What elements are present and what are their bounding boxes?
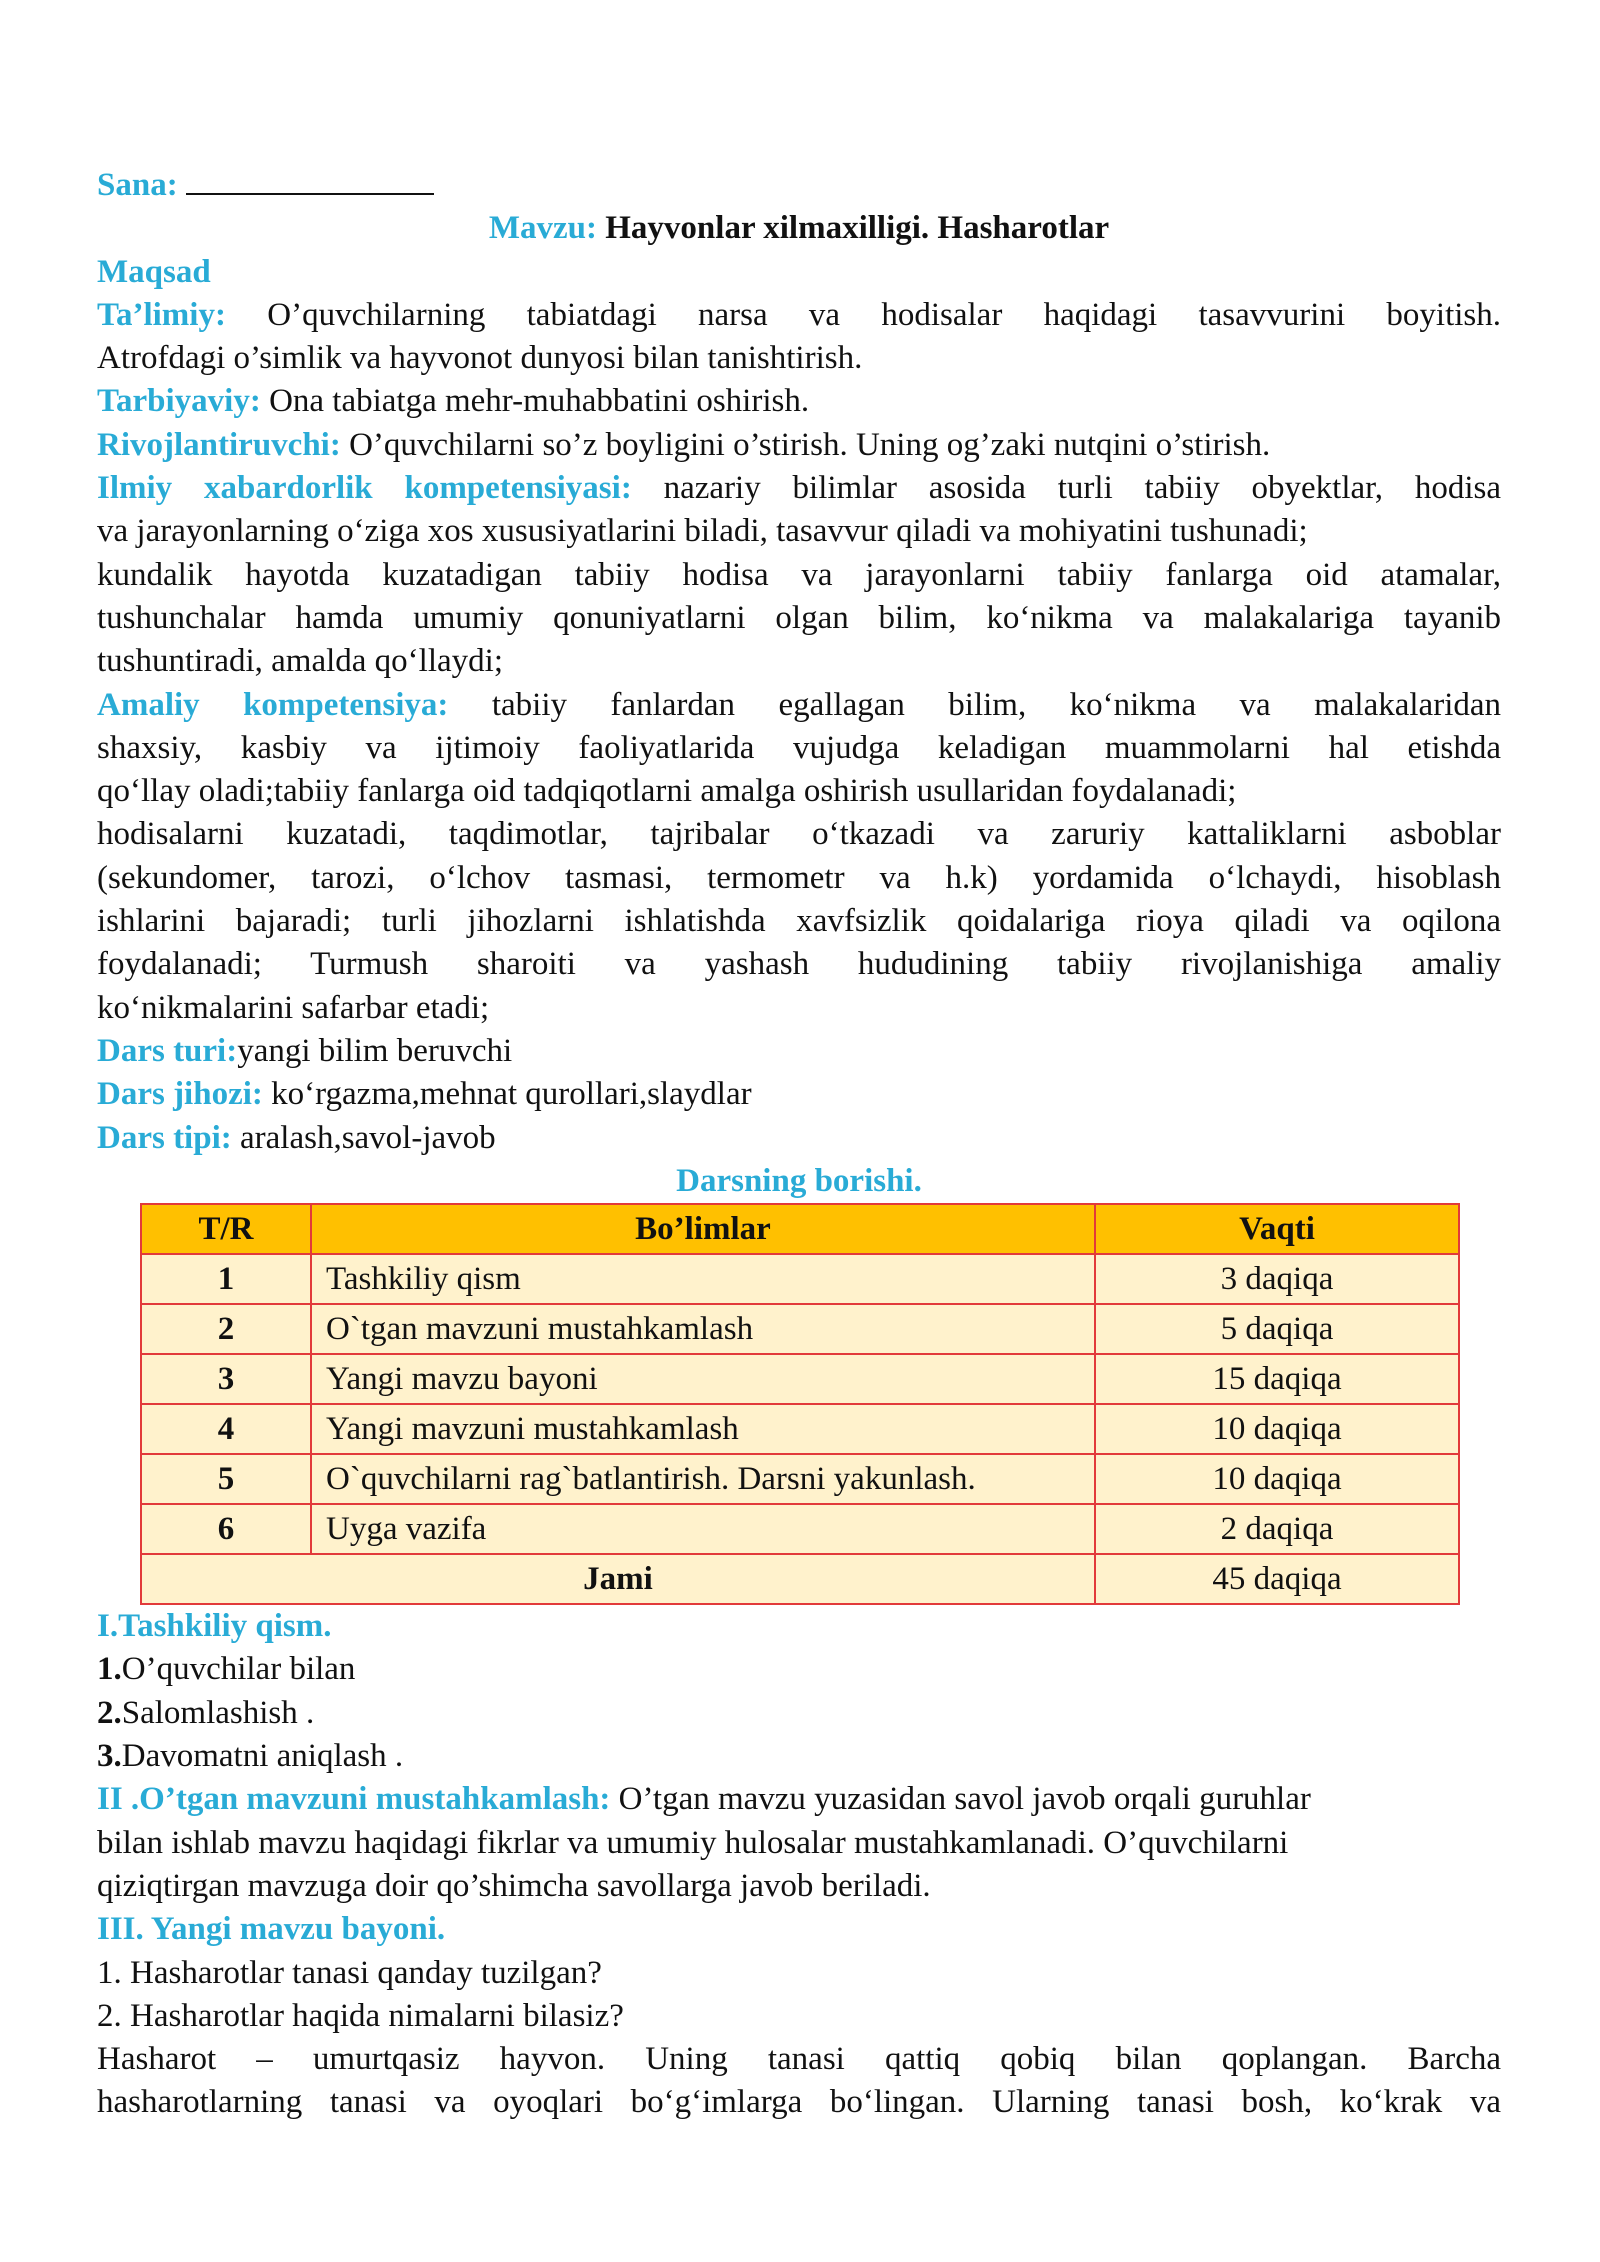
topic-label: Mavzu: (488, 210, 597, 247)
topic-line (97, 207, 1501, 250)
table-row (141, 1404, 1459, 1454)
developmental-line (97, 424, 1501, 467)
section2-line-3: qiziqtirgan mavzuga doir qo’shimcha savollarga javob beriladi. (97, 1867, 931, 1904)
row-number: 3 (141, 1354, 311, 1404)
row-section: Yangi mavzu bayoni (311, 1354, 1095, 1404)
date-line (97, 163, 1501, 207)
scientific-line-3: kundalik hayotda kuzatadigan tabiiy hodisa va jarayonlarni tabiiy fanlarga oid atamalar, (97, 556, 1501, 593)
lesson-type-label: Dars turi: (97, 1032, 238, 1069)
section3-question: 1. Hasharotlar tanasi qanday tuzilgan? (97, 1954, 602, 1991)
educational-label: Ta’limiy: (97, 296, 226, 333)
header-number: T/R (141, 1204, 311, 1254)
item-text: O’quvchilar bilan (121, 1651, 356, 1688)
educational-text: O’quvchilarning tabiatdagi narsa va hodisalar haqidagi tasavvurini boyitish. (267, 296, 1501, 333)
row-number: 4 (141, 1404, 311, 1454)
row-section: O`tgan mavzuni mustahkamlash (311, 1304, 1095, 1354)
practical-line-8: ko‘nikmalarini safarbar etadi; (97, 989, 490, 1026)
developmental-label: Rivojlantiruvchi: (97, 426, 341, 463)
lesson-kind-line (97, 1117, 1501, 1160)
section1-item (97, 1648, 1501, 1691)
lesson-kind-label: Dars tipi: (97, 1119, 232, 1156)
scientific-line-4: tushunchalar hamda umumiy qonuniyatlarni olgan bilim, ko‘nikma va malakalariga tayanib (97, 599, 1501, 636)
row-number: 1 (141, 1254, 311, 1304)
lesson-type-text: yangi bilim beruvchi (237, 1032, 513, 1069)
row-time: 10 daqiqa (1095, 1404, 1459, 1454)
table-header-row (141, 1204, 1459, 1254)
row-section: Yangi mavzuni mustahkamlash (311, 1404, 1095, 1454)
section3-paragraph-line: Hasharot – umurtqasiz hayvon. Uning tanasi qattiq qobiq bilan qoplangan. Barcha (97, 2041, 1501, 2078)
section2-title: II .O’tgan mavzuni mustahkamlash: (97, 1781, 611, 1818)
lesson-plan-table (140, 1203, 1460, 1605)
section3-paragraph-line: hasharotlarning tanasi va oyoqlari bo‘g‘imlarga bo‘lingan. Ularning tanasi bosh, ko‘krak va (97, 2084, 1501, 2121)
upbringing-text: Ona tabiatga mehr-muhabbatini oshirish. (269, 383, 810, 420)
section1-item (97, 1735, 1501, 1778)
upbringing-line (97, 380, 1501, 423)
lesson-equipment-text: ko‘rgazma,mehnat qurollari,slaydlar (271, 1076, 752, 1113)
row-number: 2 (141, 1304, 311, 1354)
item-number: 3. (97, 1738, 122, 1775)
upbringing-label: Tarbiyaviy: (97, 383, 261, 420)
section2-line-2: bilan ishlab mavzu haqidagi fikrlar va umumiy hulosalar mustahkamlanadi. O’quvchilarni (97, 1824, 1289, 1861)
header-section: Bo’limlar (311, 1204, 1095, 1254)
row-section: O`quvchilarni rag`batlantirish. Darsni yakunlash. (311, 1454, 1095, 1504)
section2-text-1: O’tgan mavzu yuzasidan savol javob orqali guruhlar (618, 1781, 1311, 1818)
topic-title: Hayvonlar xilmaxilligi. Hasharotlar (605, 210, 1110, 247)
practical-text-1: tabiiy fanlardan egallagan bilim, ko‘nikma va malakalaridan (491, 686, 1502, 723)
practical-line-1 (97, 684, 1501, 727)
lesson-equipment-line (97, 1073, 1501, 1116)
date-label: Sana: (97, 167, 178, 203)
table-row (141, 1454, 1459, 1504)
row-section: Tashkiliy qism (311, 1254, 1095, 1304)
scientific-line-5: tushuntiradi, amalda qo‘llaydi; (97, 643, 503, 680)
document-content (97, 163, 1501, 2125)
total-time: 45 daqiqa (1095, 1554, 1459, 1604)
practical-line-6: ishlarini bajaradi; turli jihozlarni ishlatishda xavfsizlik qoidalariga rioya qiladi va oqilona (97, 903, 1501, 940)
scientific-label: Ilmiy xabardorlik kompetensiyasi: (97, 470, 632, 507)
table-row (141, 1254, 1459, 1304)
section3-question: 2. Hasharotlar haqida nimalarni bilasiz? (97, 1997, 624, 2034)
practical-label: Amaliy kompetensiya: (97, 686, 449, 723)
item-text: Salomlashish . (121, 1694, 315, 1731)
item-number: 2. (97, 1694, 122, 1731)
scientific-line-1 (97, 467, 1501, 510)
developmental-text: O’quvchilarni so’z boyligini o’stirish. Uning og’zaki nutqini o’stirish. (349, 426, 1271, 463)
plan-title: Darsning borishi. (676, 1162, 922, 1199)
header-time: Vaqti (1095, 1204, 1459, 1254)
row-number: 6 (141, 1504, 311, 1554)
goal-heading: Maqsad (97, 253, 211, 290)
lesson-equipment-label: Dars jihozi: (97, 1076, 263, 1113)
table-row (141, 1304, 1459, 1354)
row-time: 15 daqiqa (1095, 1354, 1459, 1404)
lesson-type-line (97, 1030, 1501, 1073)
section1-title: I.Tashkiliy qism. (97, 1608, 332, 1645)
scientific-line-2: va jarayonlarning o‘ziga xos xususiyatlarini biladi, tasavvur qiladi va mohiyatini tushunadi; (97, 513, 1308, 550)
section1-item (97, 1692, 1501, 1735)
practical-line-2: shaxsiy, kasbiy va ijtimoiy faoliyatlarida vujudga keladigan muammolarni hal etishda (97, 729, 1501, 766)
practical-line-5: (sekundomer, tarozi, o‘lchov tasmasi, termometr va h.k) yordamida o‘lchaydi, hisoblash (97, 859, 1501, 896)
educational-line-2: Atrofdagi o’simlik va hayvonot dunyosi bilan tanishtirish. (97, 340, 863, 377)
row-section: Uyga vazifa (311, 1504, 1095, 1554)
educational-line-1 (97, 294, 1501, 337)
section2-line-1 (97, 1778, 1501, 1821)
table-row (141, 1504, 1459, 1554)
item-text: Davomatni aniqlash . (121, 1738, 404, 1775)
practical-line-4: hodisalarni kuzatadi, taqdimotlar, tajribalar o‘tkazadi va zaruriy kattaliklarni asboblar (97, 816, 1501, 853)
row-time: 10 daqiqa (1095, 1454, 1459, 1504)
section3-title: III. Yangi mavzu bayoni. (97, 1911, 446, 1948)
date-blank (186, 163, 434, 195)
total-label: Jami (141, 1554, 1095, 1604)
table-row (141, 1354, 1459, 1404)
table-total-row (141, 1554, 1459, 1604)
practical-line-3: qo‘llay oladi;tabiiy fanlarga oid tadqiqotlarni amalga oshirish usullaridan foydalanadi; (97, 773, 1237, 810)
row-time: 3 daqiqa (1095, 1254, 1459, 1304)
row-time: 2 daqiqa (1095, 1504, 1459, 1554)
practical-line-7: foydalanadi; Turmush sharoiti va yashash hududining tabiiy rivojlanishiga amaliy (97, 946, 1501, 983)
lesson-kind-text: aralash,savol-javob (240, 1119, 496, 1156)
row-time: 5 daqiqa (1095, 1304, 1459, 1354)
item-number: 1. (97, 1651, 122, 1688)
scientific-text-1: nazariy bilimlar asosida turli tabiiy obyektlar, hodisa (663, 470, 1502, 507)
row-number: 5 (141, 1454, 311, 1504)
